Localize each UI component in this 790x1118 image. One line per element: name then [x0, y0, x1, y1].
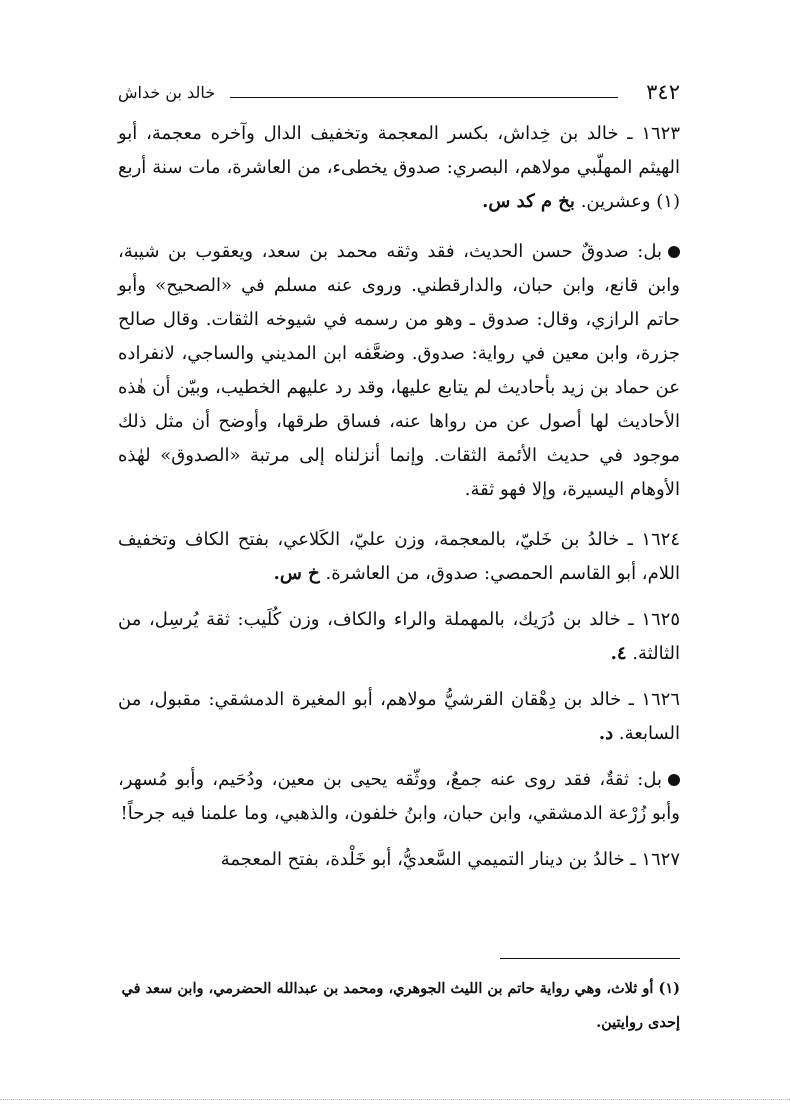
entry-text: ١٦٢٧ ـ خالدُ بن دينار التميمي السَّعديُّ، أبو خَلْدة، بفتح المعجمة	[220, 849, 680, 870]
bullet-icon	[668, 774, 680, 786]
header-rule	[230, 97, 618, 98]
entry-text: ١٦٢٦ ـ خالد بن دِهْقان القرشيُّ مولاهم، أبو المغيرة الدمشقي: مقبول، من السابعة.	[118, 689, 680, 744]
entry-1624	[118, 523, 680, 591]
main-text	[118, 117, 680, 893]
entry-sigla: بخ م كد س.	[482, 191, 575, 212]
bullet-icon	[668, 246, 680, 258]
entry-text: ١٦٢٣ ـ خالد بن خِداش، بكسر المعجمة وتخفيف الدال وآخره معجمة، أبو الهيثم المهلّبي مولاهم، البصري: صدوق يخطىء، من العاشرة، مات سنة أربع (١) وعشرين.	[118, 123, 680, 212]
entry-1627	[118, 843, 680, 877]
entry-sigla: خ س.	[273, 563, 320, 584]
footnote-text: (١) أو ثلاث، وهي رواية حاتم بن الليث الجوهري، ومحمد بن عبدالله الحضرمي، وابن سعد في إحدى روايتين.	[121, 980, 680, 1031]
entry-text: ١٦٢٥ ـ خالد بن دُرَيك، بالمهملة والراء والكاف، وزن كُلَيب: ثقة يُرسِل، من الثالثة.	[118, 609, 680, 664]
running-title: خالد بن خداش	[118, 83, 216, 102]
footnote-rule	[500, 958, 680, 959]
comment-1626	[118, 763, 680, 831]
footnote	[118, 972, 680, 1040]
entry-sigla: ٤.	[610, 643, 627, 664]
entry-sigla: د.	[598, 723, 614, 744]
page-number: ٣٤٢	[646, 80, 680, 104]
comment-1623	[118, 235, 680, 507]
entry-1623	[118, 117, 680, 219]
entry-1626	[118, 683, 680, 751]
entry-1625	[118, 603, 680, 671]
comment-text: بل: ثقةٌ، فقد روى عنه جمعٌ، ووثّقه يحيى بن معين، ودُحَيم، وأبو مُسهر، وأبو زُرْعة الدمشقي، وابن حبان، وابنُ خلفون، والذهبي، وما علمنا فيه جرحاً!	[118, 769, 680, 824]
entry-text: ١٦٢٤ ـ خالدُ بن خَليّ، بالمعجمة، وزن عليّ، الكَلاعي، بفتح الكاف وتخفيف اللام، أبو القاسم الحمصي: صدوق، من العاشرة.	[118, 529, 680, 584]
scan-edge-dots	[0, 1095, 790, 1100]
page-header	[118, 82, 680, 108]
comment-text: بل: صدوقٌ حسن الحديث، فقد وثقه محمد بن سعد، ويعقوب بن شيبة، وابن قانع، وابن حبان، والدارقطني. وروى عنه مسلم في «الصحيح» وأبو حاتم الرازي، وقال: صدوق ـ وهو من رسمه في شيوخه الثقات. وقال صالح جزرة، وابن معين في رواية: صدوق. وضعَّفه ابن المديني والساجي، لانفراده عن حماد بن زيد بأحاديث لم يتابع عليها، وقد رد عليهم الخطيب، وبيّن أن هٰذه الأحاديث لها أصول عن من رواها عنه، فساق طرقها، وأوضح أن مثل ذلك موجود في حديث الأئمة الثقات. وإنما أنزلناه إلى مرتبة «الصدوق» لهٰذه الأوهام اليسيرة، وإلا فهو ثقة.	[118, 241, 680, 500]
